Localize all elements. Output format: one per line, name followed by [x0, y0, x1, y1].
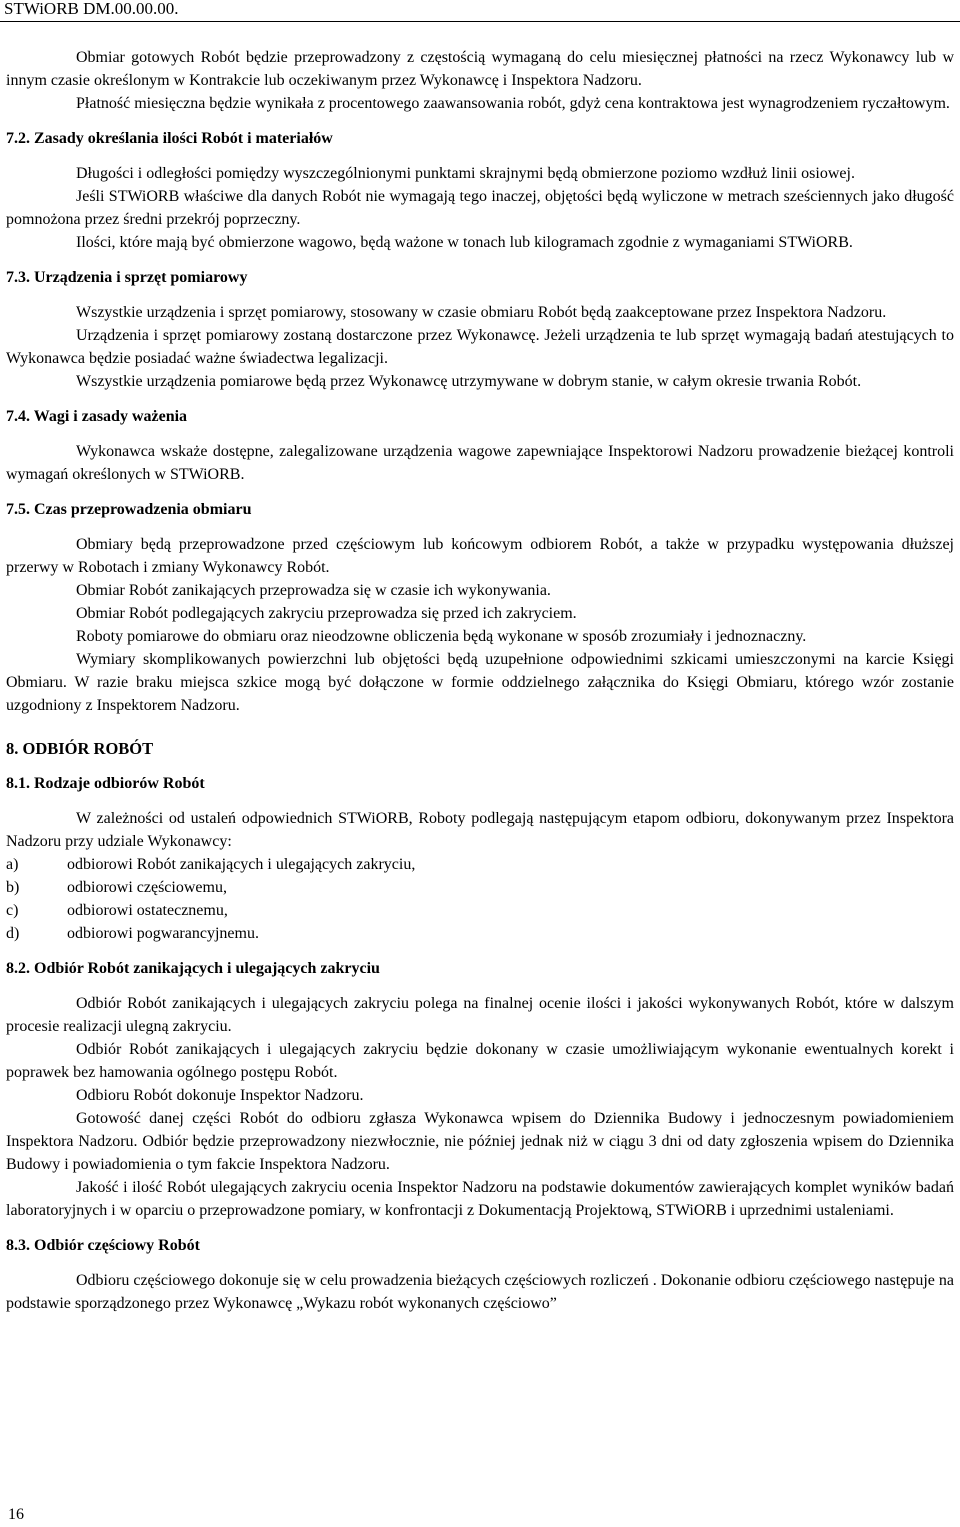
paragraph: Wymiary skomplikowanych powierzchni lub objętości będą uzupełnione odpowiednimi szkicami umieszczonymi na karcie Księgi Obmiaru. W razie braku miejsca szkice mogą być dołączone w formie oddzielnego załącznika do Księgi Obmiaru, którego wzór zostanie uzgodniony z Inspektorem Nadzoru. [6, 651, 954, 714]
page-number: 16 [8, 1506, 24, 1523]
paragraph: Obmiar Robót podlegających zakryciu przeprowadza się przed ich zakryciem. [76, 605, 577, 622]
paragraph: W zależności od ustaleń odpowiednich STWiORB, Roboty podlegają następującym etapom odbioru, dokonywanym przez Inspektora Nadzoru przy udziale Wykonawcy: [6, 810, 954, 850]
section-heading-8-1: 8.1. Rodzaje odbiorów Robót [6, 775, 205, 792]
paragraph: Obmiar Robót zanikających przeprowadza się w czasie ich wykonywania. [76, 582, 551, 599]
paragraph: Odbiór Robót zanikających i ulegających zakryciu polega na finalnej ocenie ilości i jakości wykonywanych Robót, które w dalszym procesie realizacji ulegną zakryciu. [6, 995, 954, 1035]
list-item-text: odbiorowi częściowemu, [67, 879, 227, 896]
list-marker: c) [6, 902, 19, 919]
paragraph: Wszystkie urządzenia pomiarowe będą przez Wykonawcę utrzymywane w dobrym stanie, w całym okresie trwania Robót. [76, 373, 862, 390]
section-heading-8-2: 8.2. Odbiór Robót zanikających i ulegających zakryciu [6, 960, 380, 977]
paragraph: Obmiary będą przeprowadzone przed częściowym lub końcowym odbiorem Robót, a także w przypadku występowania dłuższej przerwy w Robotach i zmiany Wykonawcy Robót. [6, 536, 954, 576]
paragraph: Jakość i ilość Robót ulegających zakryciu ocenia Inspektor Nadzoru na podstawie dokumentów zawierających komplet wyników badań laboratoryjnych i w oparciu o przeprowadzone pomiary, w konfrontacji z Dokumentacją Projektową, STWiORB i uprzednimi ustaleniami. [6, 1179, 954, 1219]
paragraph: Odbioru częściowego dokonuje się w celu prowadzenia bieżących częściowych rozliczeń . Dokonanie odbioru częściowego następuje na podstawie sporządzonego przez Wykonawcę „Wykazu robót wykonanych częściowo” [6, 1272, 954, 1312]
paragraph: Gotowość danej części Robót do odbioru zgłasza Wykonawca wpisem do Dziennika Budowy i jednoczesnym powiadomieniem Inspektora Nadzoru. Odbiór będzie przeprowadzony niezwłocznie, nie później jednak niż w ciągu 3 dni od daty zgłoszenia wpisem do Dziennika Budowy i powiadomienia o tym fakcie Inspektora Nadzoru. [6, 1110, 954, 1173]
list [6, 853, 954, 945]
section-heading-8-3: 8.3. Odbiór częściowy Robót [6, 1237, 200, 1254]
list-item [6, 876, 954, 899]
header-divider [0, 21, 960, 22]
list-item [6, 899, 954, 922]
document-body [6, 46, 954, 1315]
chapter-heading-8: 8. ODBIÓR ROBÓT [6, 739, 154, 758]
list-item [6, 922, 954, 945]
document-header-code: STWiORB DM.00.00.00. [4, 0, 179, 18]
section-heading-7-2: 7.2. Zasady określania ilości Robót i materiałów [6, 130, 333, 147]
paragraph: Odbioru Robót dokonuje Inspektor Nadzoru. [76, 1087, 364, 1104]
paragraph: Wykonawca wskaże dostępne, zalegalizowane urządzenia wagowe zapewniające Inspektorowi Nadzoru prowadzenie bieżącej kontroli wymagań określonych w STWiORB. [6, 443, 954, 483]
paragraph: Długości i odległości pomiędzy wyszczególnionymi punktami skrajnymi będą obmierzone poziomo wzdłuż linii osiowej. [76, 165, 855, 182]
list-marker: b) [6, 879, 20, 896]
paragraph: Jeśli STWiORB właściwe dla danych Robót nie wymagają tego inaczej, objętości będą wyliczone w metrach sześciennych jako długość pomnożona przez średni przekrój poprzeczny. [6, 188, 954, 228]
section-heading-7-5: 7.5. Czas przeprowadzenia obmiaru [6, 501, 252, 518]
paragraph: Wszystkie urządzenia i sprzęt pomiarowy, stosowany w czasie obmiaru Robót będą zaakceptowane przez Inspektora Nadzoru. [76, 304, 887, 321]
section-heading-7-4: 7.4. Wagi i zasady ważenia [6, 408, 188, 425]
list-item-text: odbiorowi pogwarancyjnemu. [67, 925, 259, 942]
list-marker: a) [6, 856, 19, 873]
list-marker: d) [6, 925, 20, 942]
paragraph: Ilości, które mają być obmierzone wagowo, będą ważone w tonach lub kilogramach zgodnie z wymaganiami STWiORB. [76, 234, 853, 251]
section-heading-7-3: 7.3. Urządzenia i sprzęt pomiarowy [6, 269, 248, 286]
paragraph: Urządzenia i sprzęt pomiarowy zostaną dostarczone przez Wykonawcę. Jeżeli urządzenia te lub sprzęt wymagają badań atestujących to Wykonawca będzie posiadać ważne świadectwa legalizacji. [6, 327, 954, 367]
list-item-text: odbiorowi Robót zanikających i ulegających zakryciu, [67, 856, 416, 873]
paragraph: Roboty pomiarowe do obmiaru oraz nieodzowne obliczenia będą wykonane w sposób zrozumiały i jednoznaczny. [76, 628, 807, 645]
paragraph: Odbiór Robót zanikających i ulegających zakryciu będzie dokonany w czasie umożliwiającym wykonanie ewentualnych korekt i poprawek bez hamowania ogólnego postępu Robót. [6, 1041, 954, 1081]
list-item-text: odbiorowi ostatecznemu, [67, 902, 228, 919]
paragraph: Płatność miesięczna będzie wynikała z procentowego zaawansowania robót, gdyż cena kontraktowa jest wynagrodzeniem ryczałtowym. [76, 95, 950, 112]
list-item [6, 853, 954, 876]
paragraph: Obmiar gotowych Robót będzie przeprowadzony z częstością wymaganą do celu miesięcznej płatności na rzecz Wykonawcy lub w innym czasie określonym w Kontrakcie lub oczekiwanym przez Wykonawcę i Inspektora Nadzoru. [6, 49, 954, 89]
